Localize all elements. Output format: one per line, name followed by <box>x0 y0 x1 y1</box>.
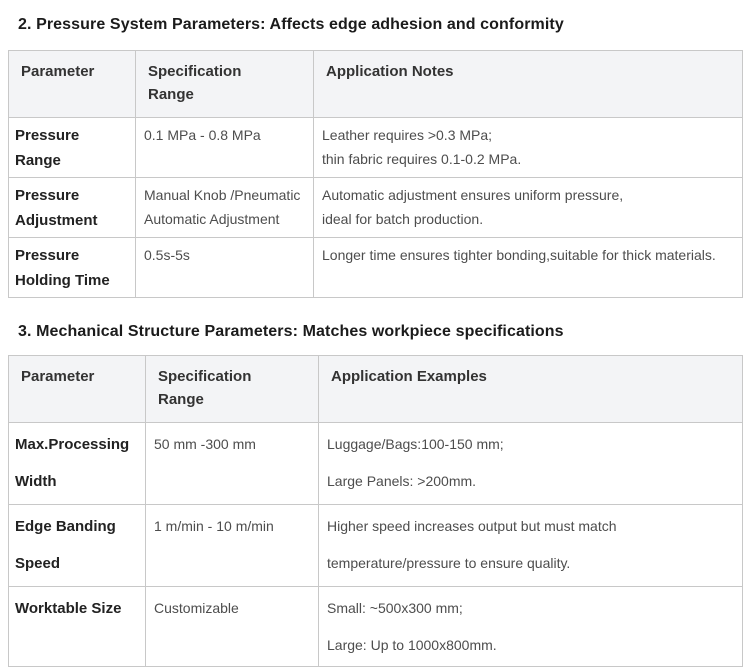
parameter-label: Edge Banding Speed <box>15 518 116 572</box>
pressure-parameters-table <box>8 50 743 298</box>
application-examples-cell <box>319 423 743 505</box>
example-line: Luggage/Bags:100-150 mm; <box>327 436 504 452</box>
table-row-pressure-holding-time <box>9 238 743 298</box>
note-line: Automatic adjustment ensures uniform pressure, <box>322 187 624 203</box>
heading-pressure-system-parameters: 2. Pressure System Parameters: Affects edge adhesion and conformity <box>18 16 564 33</box>
parameter-cell <box>9 238 136 298</box>
mechanical-parameters-table <box>8 355 743 667</box>
parameter-label: Pressure Adjustment <box>15 187 98 229</box>
spec-range-cell: 50 mm -300 mm <box>146 423 319 505</box>
column-header-specification-range <box>136 51 314 118</box>
parameter-label: Pressure Range <box>15 127 80 169</box>
parameter-label: Max.Processing Width <box>15 436 130 490</box>
spec-range-cell: 0.5s-5s <box>136 238 314 298</box>
application-notes-cell <box>314 118 743 178</box>
column-header-label: Application Notes <box>326 63 454 80</box>
application-notes-cell <box>314 238 743 298</box>
parameter-label: Pressure Holding Time <box>15 247 110 289</box>
note-line: thin fabric requires 0.1-0.2 MPa. <box>322 151 522 167</box>
column-header-parameter <box>9 356 146 423</box>
table-row-max-processing-width <box>9 423 743 505</box>
example-line: temperature/pressure to ensure quality. <box>327 555 571 571</box>
application-examples-cell <box>319 587 743 667</box>
table-header-row <box>9 356 743 423</box>
application-examples-cell <box>319 505 743 587</box>
parameter-cell <box>9 118 136 178</box>
parameter-label: Worktable Size <box>15 600 122 617</box>
table-row-pressure-adjustment <box>9 178 743 238</box>
column-header-parameter <box>9 51 136 118</box>
table-header-row <box>9 51 743 118</box>
application-notes-cell <box>314 178 743 238</box>
column-header-application-notes <box>314 51 743 118</box>
spec-range-cell: Customizable <box>146 587 319 667</box>
note-line: ideal for batch production. <box>322 211 484 227</box>
column-header-label: Specification Range <box>148 63 242 103</box>
spec-range-cell: Manual Knob /Pneumatic Automatic Adjustment <box>136 178 314 238</box>
spec-range-cell: 0.1 MPa - 0.8 MPa <box>136 118 314 178</box>
table-row-pressure-range <box>9 118 743 178</box>
example-line: Small: ~500x300 mm; <box>327 600 463 616</box>
table-row-edge-banding-speed <box>9 505 743 587</box>
table-row-worktable-size <box>9 587 743 667</box>
column-header-label: Parameter <box>21 63 95 80</box>
parameter-cell <box>9 505 146 587</box>
spec-range-cell: 1 m/min - 10 m/min <box>146 505 319 587</box>
column-header-application-examples <box>319 356 743 423</box>
heading-mechanical-structure-parameters: 3. Mechanical Structure Parameters: Matches workpiece specifications <box>18 323 564 340</box>
column-header-label: Application Examples <box>331 368 487 385</box>
example-line: Higher speed increases output but must match <box>327 518 617 534</box>
column-header-label: Parameter <box>21 368 95 385</box>
parameter-cell <box>9 423 146 505</box>
note-line: Leather requires >0.3 MPa; <box>322 127 493 143</box>
column-header-specification-range <box>146 356 319 423</box>
column-header-label: Specification Range <box>158 368 252 408</box>
parameter-cell <box>9 587 146 667</box>
parameter-cell <box>9 178 136 238</box>
example-line: Large: Up to 1000x800mm. <box>327 637 497 653</box>
note-line: Longer time ensures tighter bonding,suitable for thick materials. <box>322 247 716 263</box>
example-line: Large Panels: >200mm. <box>327 473 477 489</box>
